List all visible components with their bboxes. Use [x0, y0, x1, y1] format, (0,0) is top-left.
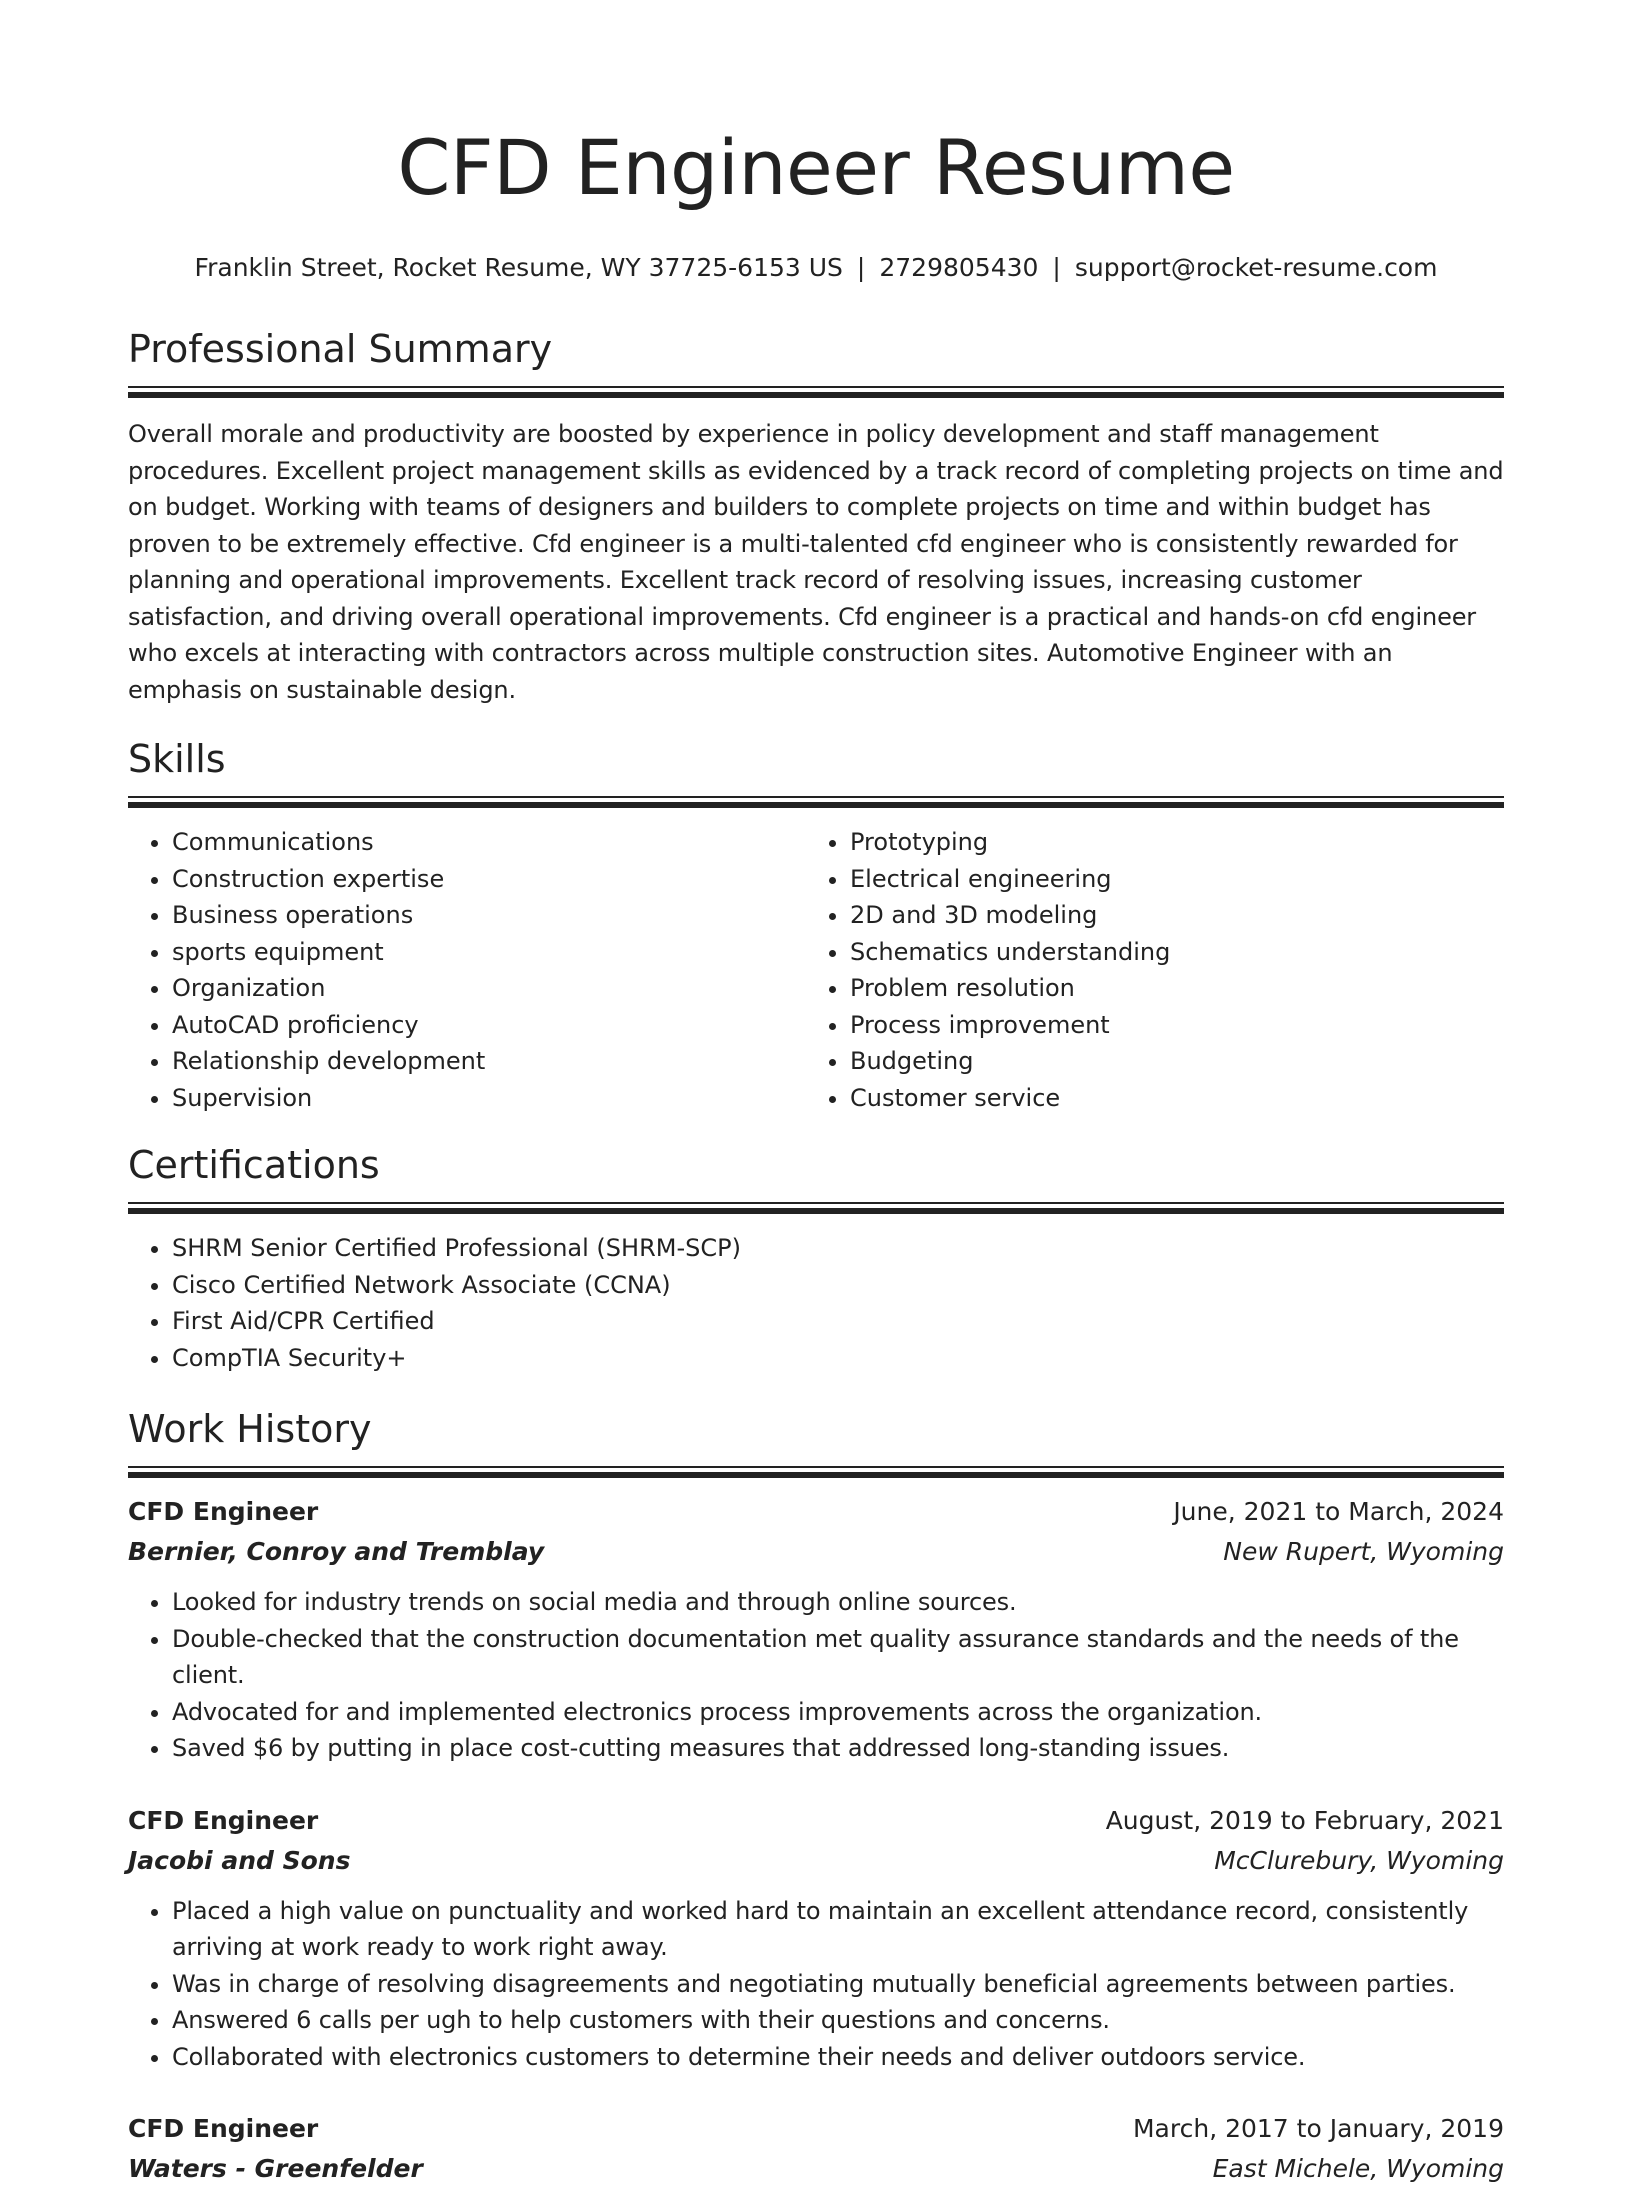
certifications-section — [128, 1140, 1504, 1376]
contact-line — [128, 252, 1504, 284]
skill-item: • Communications — [172, 824, 806, 861]
job-location: New Rupert, Wyoming — [1223, 1537, 1504, 1566]
section-heading-work-history: Work History — [128, 1407, 372, 1451]
contact-address: Franklin Street, Rocket Resume, WY 37725-6153 US — [194, 253, 843, 282]
job-title: CFD Engineer — [128, 1497, 319, 1526]
section-divider — [128, 1466, 1504, 1478]
skill-item: • Electrical engineering — [850, 861, 1484, 898]
job-duty-item: • Advocated for and implemented electronics process improvements across the organization. — [172, 1694, 1504, 1731]
job-duty-item: • Placed a high value on punctuality and worked hard to maintain an excellent attendance record, consistently arriving at work ready to work right away. — [172, 1893, 1504, 1966]
job-entry — [128, 1492, 1504, 1767]
resume-title: CFD Engineer Resume — [397, 123, 1235, 212]
job-duty-item: • Double-checked that the construction documentation met quality assurance standards and the needs of the client. — [172, 1621, 1504, 1694]
contact-phone: 2729805430 — [879, 253, 1039, 282]
skill-item: • Schematics understanding — [850, 934, 1484, 971]
certification-item: • CompTIA Security+ — [172, 1340, 1504, 1377]
job-company-row — [128, 2149, 1504, 2189]
skill-item: • Organization — [172, 970, 806, 1007]
contact-separator: | — [1052, 253, 1061, 282]
job-company: Bernier, Conroy and Tremblay — [128, 1537, 545, 1566]
contact-separator: | — [856, 253, 866, 282]
skill-item: • sports equipment — [172, 934, 806, 971]
job-location: McClurebury, Wyoming — [1214, 1845, 1504, 1875]
job-dates: June, 2021 to March, 2024 — [1173, 1497, 1504, 1526]
certifications-list — [128, 1230, 1504, 1376]
job-location: East Michele, Wyoming — [1212, 2154, 1504, 2183]
job-duty-item: • Was in charge of resolving disagreements and negotiating mutually beneficial agreements between parties. — [172, 1966, 1504, 2003]
section-heading-summary: Professional Summary — [128, 327, 553, 371]
job-title: CFD Engineer — [128, 1805, 319, 1835]
job-duty-item: • Answered 6 calls per ugh to help customers with their questions and concerns. — [172, 2002, 1504, 2039]
certification-item: • Cisco Certified Network Associate (CCNA) — [172, 1267, 1504, 1304]
certification-item: • First Aid/CPR Certified — [172, 1303, 1504, 1340]
job-entry — [128, 1801, 1504, 2076]
job-duties-list — [128, 1893, 1504, 2076]
section-divider — [128, 1202, 1504, 1214]
skill-item: • Supervision — [172, 1080, 806, 1117]
job-duty-item: • Collaborated with electronics customers to determine their needs and deliver outdoors service. — [172, 2039, 1504, 2076]
skills-list-right — [806, 824, 1484, 1116]
job-title: CFD Engineer — [128, 2114, 319, 2143]
skills-grid — [128, 824, 1504, 1116]
job-entry — [128, 2109, 1504, 2189]
skill-item: • AutoCAD proficiency — [172, 1007, 806, 1044]
skills-list-left — [128, 824, 806, 1116]
skill-item: • Prototyping — [850, 824, 1484, 861]
professional-summary-section — [128, 324, 1504, 708]
section-heading-skills: Skills — [128, 737, 226, 781]
skills-section — [128, 734, 1504, 1116]
skill-item: • Business operations — [172, 897, 806, 934]
skill-item: • Customer service — [850, 1080, 1484, 1117]
skill-item: • Relationship development — [172, 1043, 806, 1080]
job-company: Waters - Greenfelder — [128, 2154, 423, 2183]
job-company-row — [128, 1841, 1504, 1881]
skill-item: • Construction expertise — [172, 861, 806, 898]
job-duty-item: • Saved $6 by putting in place cost-cutting measures that addressed long-standing issues. — [172, 1730, 1504, 1767]
job-dates: August, 2019 to February, 2021 — [1105, 1805, 1504, 1835]
certification-item: • SHRM Senior Certified Professional (SHRM-SCP) — [172, 1230, 1504, 1267]
job-company: Jacobi and Sons — [128, 1845, 351, 1875]
section-heading-certifications: Certifications — [128, 1143, 380, 1187]
job-header-row — [128, 1492, 1504, 1532]
section-divider — [128, 796, 1504, 808]
skill-item: • Budgeting — [850, 1043, 1484, 1080]
job-dates: March, 2017 to January, 2019 — [1132, 2114, 1504, 2143]
job-company-row — [128, 1532, 1504, 1572]
summary-text: Overall morale and productivity are boosted by experience in policy development and staff management procedures. Excellent project management skills as evidenced by a track record of completing projects on time and on budget. Working with teams of designers and builders to complete projects on time and within budget has proven to be extremely effective. Cfd engineer is a multi-talented cfd engineer who is consistently rewarded for planning and operational improvements. Excellent track record of resolving issues, increasing customer satisfaction, and driving overall operational improvements. Cfd engineer is a practical and hands-on cfd engineer who excels at interacting with contractors across multiple construction sites. Automotive Engineer with an emphasis on sustainable design. — [128, 420, 1504, 704]
work-history-section — [128, 1404, 1504, 2189]
job-duty-item: • Looked for industry trends on social media and through online sources. — [172, 1584, 1504, 1621]
contact-email: support@rocket-resume.com — [1074, 253, 1438, 282]
skill-item: • Process improvement — [850, 1007, 1484, 1044]
skill-item: • Problem resolution — [850, 970, 1484, 1007]
job-header-row — [128, 1801, 1504, 1841]
section-divider — [128, 386, 1504, 398]
skill-item: • 2D and 3D modeling — [850, 897, 1484, 934]
job-duties-list — [128, 1584, 1504, 1767]
job-header-row — [128, 2109, 1504, 2149]
